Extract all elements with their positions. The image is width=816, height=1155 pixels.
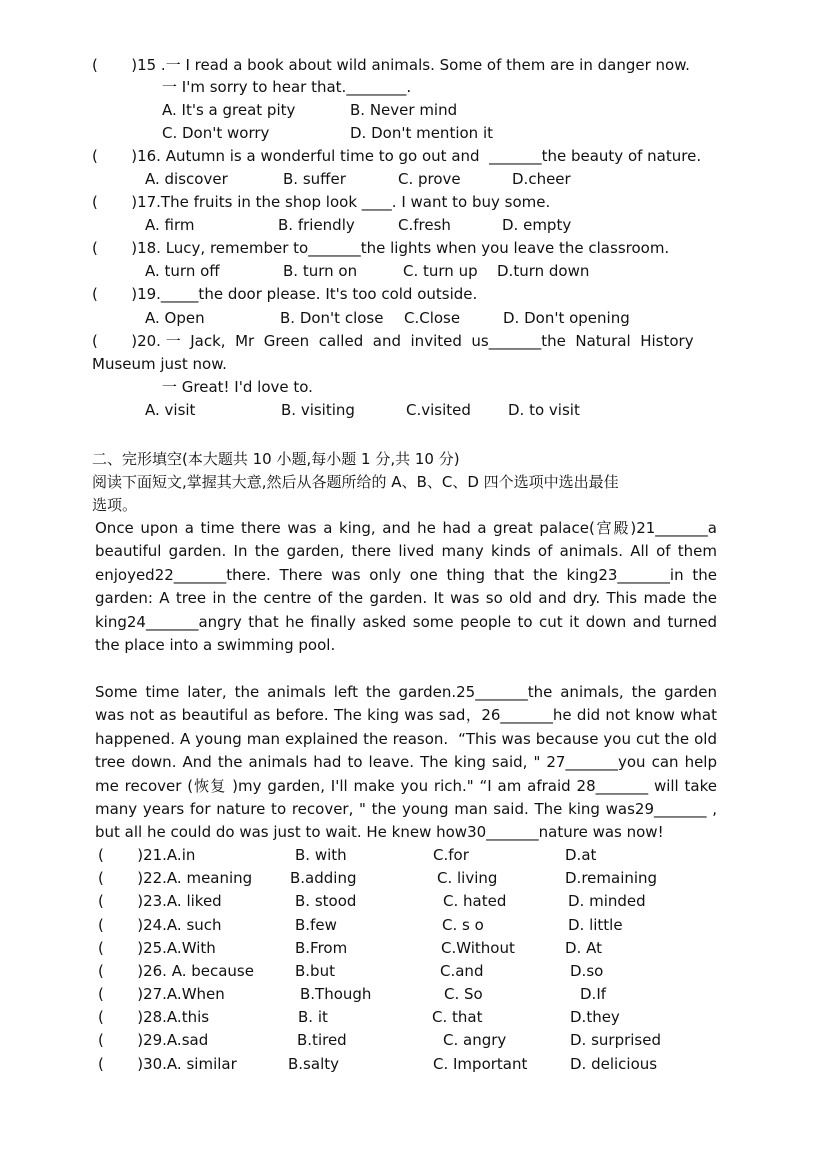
answer-q29: ( )29.A.sad bbox=[98, 1031, 209, 1049]
answer-q30: ( )30.A. similar bbox=[98, 1055, 237, 1073]
passage-line: beautiful garden. In the garden, there lived many kinds of animals. All of them bbox=[95, 542, 717, 561]
q17-option-a: A. firm bbox=[145, 216, 195, 234]
answer-q26-d: D.so bbox=[570, 962, 604, 980]
question-15-reply: 一 I'm sorry to hear that.________. bbox=[162, 78, 412, 96]
q20-option-a: A. visit bbox=[145, 401, 196, 419]
answer-q22-d: D.remaining bbox=[565, 869, 658, 887]
answer-q24-d: D. little bbox=[568, 916, 623, 934]
section-title: 二、完形填空(本大题共 10 小题,每小题 1 分,共 10 分) bbox=[92, 450, 460, 468]
answer-q22-c: C. living bbox=[437, 869, 498, 887]
question-20: ( )20. 一 Jack, Mr Green called and invited us_______the Natural History bbox=[92, 332, 694, 350]
q20-option-c: C.visited bbox=[406, 401, 471, 419]
answer-q28-c: C. that bbox=[432, 1008, 483, 1026]
passage-line: tree down. And the animals had to leave. The king said, " 27_______you can help bbox=[95, 753, 717, 772]
q18-option-a: A. turn off bbox=[145, 262, 220, 280]
answer-q21: ( )21.A.in bbox=[98, 846, 196, 864]
section-instruction: 阅读下面短文,掌握其大意,然后从各题所给的 A、B、C、D 四个选项中选出最佳 bbox=[92, 473, 619, 491]
answer-q24: ( )24.A. such bbox=[98, 916, 222, 934]
q15-option-a: A. It's a great pity bbox=[162, 101, 296, 119]
q19-option-b: B. Don't close bbox=[280, 309, 384, 327]
question-18: ( )18. Lucy, remember to_______the lights when you leave the classroom. bbox=[92, 239, 670, 257]
answer-q21-c: C.for bbox=[433, 846, 469, 864]
q19-option-c: C.Close bbox=[404, 309, 461, 327]
answer-q30-b: B.salty bbox=[288, 1055, 339, 1073]
answer-q25-b: B.From bbox=[295, 939, 348, 957]
q18-option-d: D.turn down bbox=[497, 262, 590, 280]
q15-option-c: C. Don't worry bbox=[162, 124, 270, 142]
question-17: ( )17.The fruits in the shop look ____. I want to buy some. bbox=[92, 193, 551, 211]
answer-q29-b: B.tired bbox=[297, 1031, 347, 1049]
answer-q30-d: D. delicious bbox=[570, 1055, 658, 1073]
section-instruction-cont: 选项。 bbox=[92, 496, 138, 514]
q15-option-d: D. Don't mention it bbox=[350, 124, 493, 142]
answer-q26-c: C.and bbox=[440, 962, 484, 980]
passage-line: Once upon a time there was a king, and he had a great palace(宫殿)21_______a bbox=[95, 519, 717, 537]
q16-option-a: A. discover bbox=[145, 170, 228, 188]
q17-option-b: B. friendly bbox=[278, 216, 355, 234]
answer-q25-d: D. At bbox=[565, 939, 602, 957]
answer-q29-c: C. angry bbox=[443, 1031, 507, 1049]
question-19: ( )19._____the door please. It's too cold outside. bbox=[92, 285, 478, 303]
answer-q28: ( )28.A.this bbox=[98, 1008, 210, 1026]
passage-line: enjoyed22_______there. There was only one thing that the king23_______in the bbox=[95, 565, 717, 584]
passage-paragraph-2 bbox=[95, 681, 717, 845]
q17-option-d: D. empty bbox=[502, 216, 572, 234]
answer-q21-b: B. with bbox=[295, 846, 347, 864]
q19-option-d: D. Don't opening bbox=[503, 309, 630, 327]
answer-q27: ( )27.A.When bbox=[98, 985, 225, 1003]
passage-line: many years for nature to recover, " the young man said. The king was29_______ , bbox=[95, 799, 717, 818]
answer-q23-b: B. stood bbox=[295, 892, 357, 910]
passage-line: but all he could do was just to wait. He knew how30_______nature was now! bbox=[95, 823, 664, 842]
answer-q23: ( )23.A. liked bbox=[98, 892, 222, 910]
answer-q26-b: B.but bbox=[295, 962, 335, 980]
passage-line: was not as beautiful as before. The king was sad，26_______he did not know what bbox=[95, 706, 717, 725]
question-20-line2: Museum just now. bbox=[92, 355, 227, 373]
q16-option-c: C. prove bbox=[398, 170, 461, 188]
answer-q23-d: D. minded bbox=[568, 892, 646, 910]
passage-line: the place into a swimming pool. bbox=[95, 635, 336, 654]
answer-q27-c: C. So bbox=[444, 985, 483, 1003]
passage-paragraph-1 bbox=[95, 517, 717, 657]
passage-line: garden: A tree in the centre of the garden. It was so old and dry. This made the bbox=[95, 589, 717, 608]
q16-option-d: D.cheer bbox=[512, 170, 571, 188]
question-15: ( )15 .一 I read a book about wild animals. Some of them are in danger now. bbox=[92, 56, 690, 74]
answer-q28-b: B. it bbox=[298, 1008, 328, 1026]
q17-option-c: C.fresh bbox=[398, 216, 451, 234]
q15-option-b: B. Never mind bbox=[350, 101, 458, 119]
answer-q29-d: D. surprised bbox=[570, 1031, 661, 1049]
passage-line: me recover (恢复 )my garden, I'll make you rich." “I am afraid 28_______ will take bbox=[95, 776, 717, 795]
answer-q24-b: B.few bbox=[295, 916, 337, 934]
q18-option-b: B. turn on bbox=[283, 262, 358, 280]
answer-q24-c: C. s o bbox=[442, 916, 484, 934]
answer-q23-c: C. hated bbox=[443, 892, 507, 910]
answer-q21-d: D.at bbox=[565, 846, 597, 864]
q16-option-b: B. suffer bbox=[283, 170, 346, 188]
q19-option-a: A. Open bbox=[145, 309, 205, 327]
passage-line: king24_______angry that he finally asked some people to cut it down and turned bbox=[95, 612, 717, 631]
answer-q25: ( )25.A.With bbox=[98, 939, 216, 957]
answer-q27-b: B.Though bbox=[300, 985, 372, 1003]
answer-q25-c: C.Without bbox=[441, 939, 515, 957]
answer-q30-c: C. Important bbox=[433, 1055, 528, 1073]
answer-q22: ( )22.A. meaning bbox=[98, 869, 253, 887]
question-20-reply: 一 Great! I'd love to. bbox=[162, 378, 313, 396]
passage-line: Some time later, the animals left the garden.25_______the animals, the garden bbox=[95, 683, 717, 701]
answer-q27-d: D.If bbox=[580, 985, 607, 1003]
question-16: ( )16. Autumn is a wonderful time to go out and _______the beauty of nature. bbox=[92, 147, 702, 165]
answer-q22-b: B.adding bbox=[290, 869, 357, 887]
answer-q26: ( )26. A. because bbox=[98, 962, 254, 980]
q20-option-b: B. visiting bbox=[281, 401, 355, 419]
answer-q28-d: D.they bbox=[570, 1008, 620, 1026]
q20-option-d: D. to visit bbox=[508, 401, 580, 419]
passage-line: happened. A young man explained the reason. “This was because you cut the old bbox=[95, 729, 717, 748]
q18-option-c: C. turn up bbox=[403, 262, 478, 280]
